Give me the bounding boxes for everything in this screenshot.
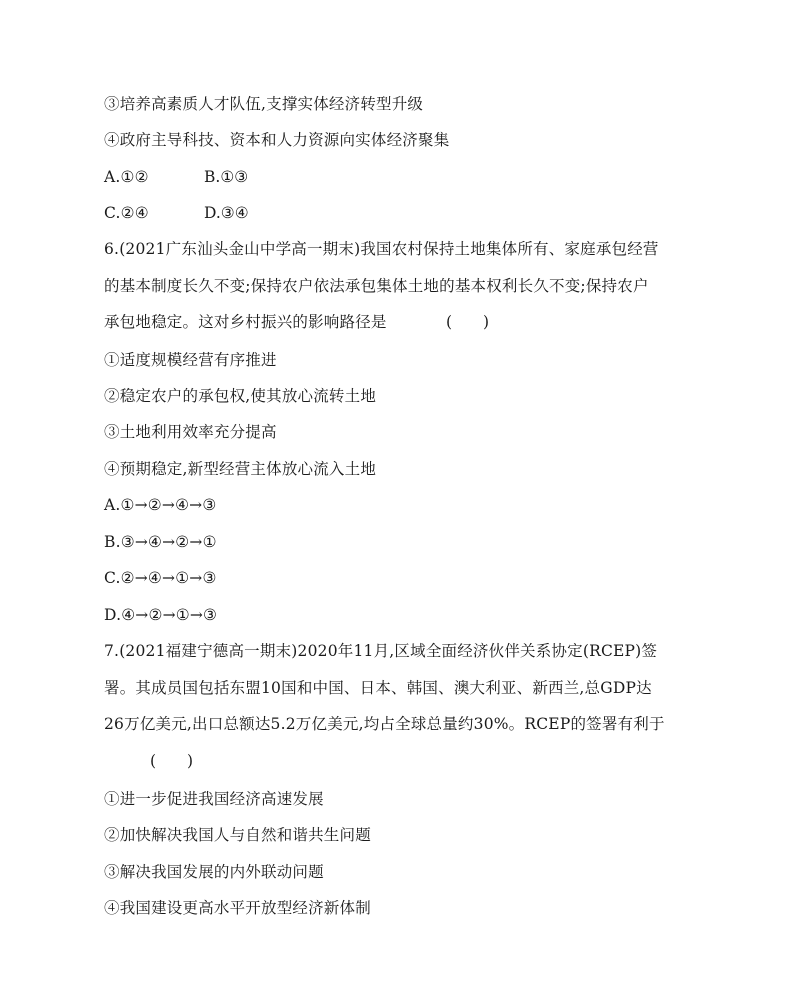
q6-statement-3: ③土地利用效率充分提高 bbox=[104, 423, 277, 441]
q7-statement-3: ③解决我国发展的内外联动问题 bbox=[104, 863, 324, 881]
q7-statement-1: ①进一步促进我国经济高速发展 bbox=[104, 790, 324, 808]
q6-option-c: C.②→④→①→③ bbox=[104, 569, 217, 587]
q5-option-a: A.①② bbox=[104, 168, 149, 186]
q5-option-d: D.③④ bbox=[204, 204, 249, 222]
q6-statement-2: ②稳定农户的承包权,使其放心流转土地 bbox=[104, 387, 377, 405]
q5-statement-3: ③培养高素质人才队伍,支撑实体经济转型升级 bbox=[104, 95, 424, 113]
q6-answer-blank: ( ) bbox=[446, 313, 490, 331]
q5-option-c: C.②④ bbox=[104, 204, 149, 222]
q6-stem-line-3: 承包地稳定。这对乡村振兴的影响路径是 bbox=[104, 313, 387, 331]
q7-answer-blank: ( ) bbox=[150, 752, 194, 770]
q6-stem-line-1: 6.(2021广东汕头金山中学高一期末)我国农村保持土地集体所有、家庭承包经营 bbox=[104, 240, 659, 258]
q6-stem-line-2: 的基本制度长久不变;保持农户依法承包集体土地的基本权利长久不变;保持农户 bbox=[104, 277, 649, 295]
q7-stem-line-1: 7.(2021福建宁德高一期末)2020年11月,区域全面经济伙伴关系协定(RCEP)签 bbox=[104, 642, 658, 660]
q7-statement-2: ②加快解决我国人与自然和谐共生问题 bbox=[104, 826, 371, 844]
q6-option-d: D.④→②→①→③ bbox=[104, 606, 218, 624]
q6-statement-4: ④预期稳定,新型经营主体放心流入土地 bbox=[104, 460, 377, 478]
q6-statement-1: ①适度规模经营有序推进 bbox=[104, 351, 277, 369]
q7-stem-line-3: 26万亿美元,出口总额达5.2万亿美元,均占全球总量约30%。RCEP的签署有利于 bbox=[104, 715, 665, 733]
q5-option-b: B.①③ bbox=[204, 168, 249, 186]
q7-statement-4: ④我国建设更高水平开放型经济新体制 bbox=[104, 899, 371, 917]
q6-option-a: A.①→②→④→③ bbox=[104, 496, 217, 514]
q7-stem-line-2: 署。其成员国包括东盟10国和中国、日本、韩国、澳大利亚、新西兰,总GDP达 bbox=[104, 679, 652, 697]
q6-option-b: B.③→④→②→① bbox=[104, 533, 217, 551]
q5-statement-4: ④政府主导科技、资本和人力资源向实体经济聚集 bbox=[104, 131, 450, 149]
